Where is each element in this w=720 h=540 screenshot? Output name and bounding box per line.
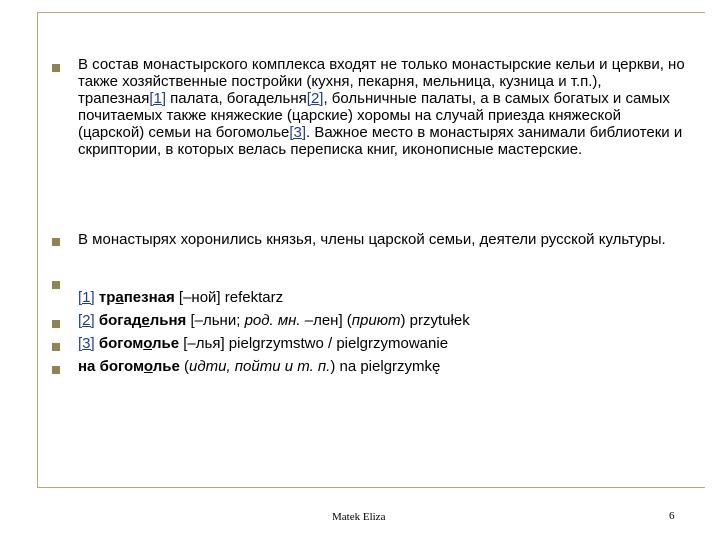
glossary-ref-link-1[interactable]: [1]	[78, 289, 95, 306]
glossary-term: богадельня	[94, 312, 187, 329]
bullet-icon	[52, 343, 60, 351]
glossary-ref-link-3[interactable]: [3]	[78, 335, 95, 352]
glossary-grammar: [–льни; род. мн. –лен] (приют) przytułek	[186, 312, 470, 329]
top-frame-line	[37, 12, 705, 13]
glossary-term: богомолье	[94, 335, 180, 352]
glossary-item-4	[78, 358, 440, 375]
bullet-icon	[52, 281, 60, 289]
page-number: 6	[669, 510, 675, 522]
paragraph-monastery-complex	[78, 56, 688, 158]
glossary-item-2	[78, 312, 470, 329]
glossary-item-1	[78, 289, 283, 306]
paragraph-burials: В монастырях хоронились князья, члены царской семьи, деятели русской культуры.	[78, 231, 666, 248]
paragraph1-text: палата, богадельня	[166, 90, 307, 107]
bullet-icon	[52, 366, 60, 374]
bullet-icon	[52, 320, 60, 328]
bullet-icon	[52, 238, 60, 246]
glossary-definition: [–лья] pielgrzymstwo / pielgrzymowanie	[179, 335, 449, 352]
bullet-icon	[52, 64, 60, 72]
bottom-frame-line	[37, 487, 705, 488]
glossary-term: трапезная	[94, 289, 175, 306]
glossary-definition: [–ной] refektarz	[174, 289, 284, 306]
glossary-ref-link-2[interactable]: [2]	[78, 312, 95, 329]
left-frame-line	[37, 12, 38, 487]
glossary-usage: (идти, пойти и т. п.) na pielgrzymkę	[179, 358, 441, 375]
footnote-link-3[interactable]: [3]	[289, 124, 307, 141]
footnote-link-1[interactable]: [1]	[149, 90, 167, 107]
paragraph1-text: В состав монастырского комплекса входят не только монастырские кельи и церкви, но также хозяйственные постройки (кухня, пекарня, мельница, кузница и т.п.), трапезная	[78, 56, 685, 107]
paragraph1-text: . Важное место в монастырях занимали библиотеки и скриптории, в которых велась переписка книг, иконописные мастерские.	[78, 124, 683, 158]
glossary-item-3	[78, 335, 448, 352]
footer-author: Matek Eliza	[332, 511, 386, 523]
footnote-link-2[interactable]: [2]	[306, 90, 324, 107]
glossary-term: на богомолье	[78, 358, 180, 375]
paragraph1-text: , больничные палаты, а в самых богатых и самых почитаемых также княжеские (царские) хоромы на случай приезда княжеской (царской) семьи на богомолье	[78, 90, 670, 141]
